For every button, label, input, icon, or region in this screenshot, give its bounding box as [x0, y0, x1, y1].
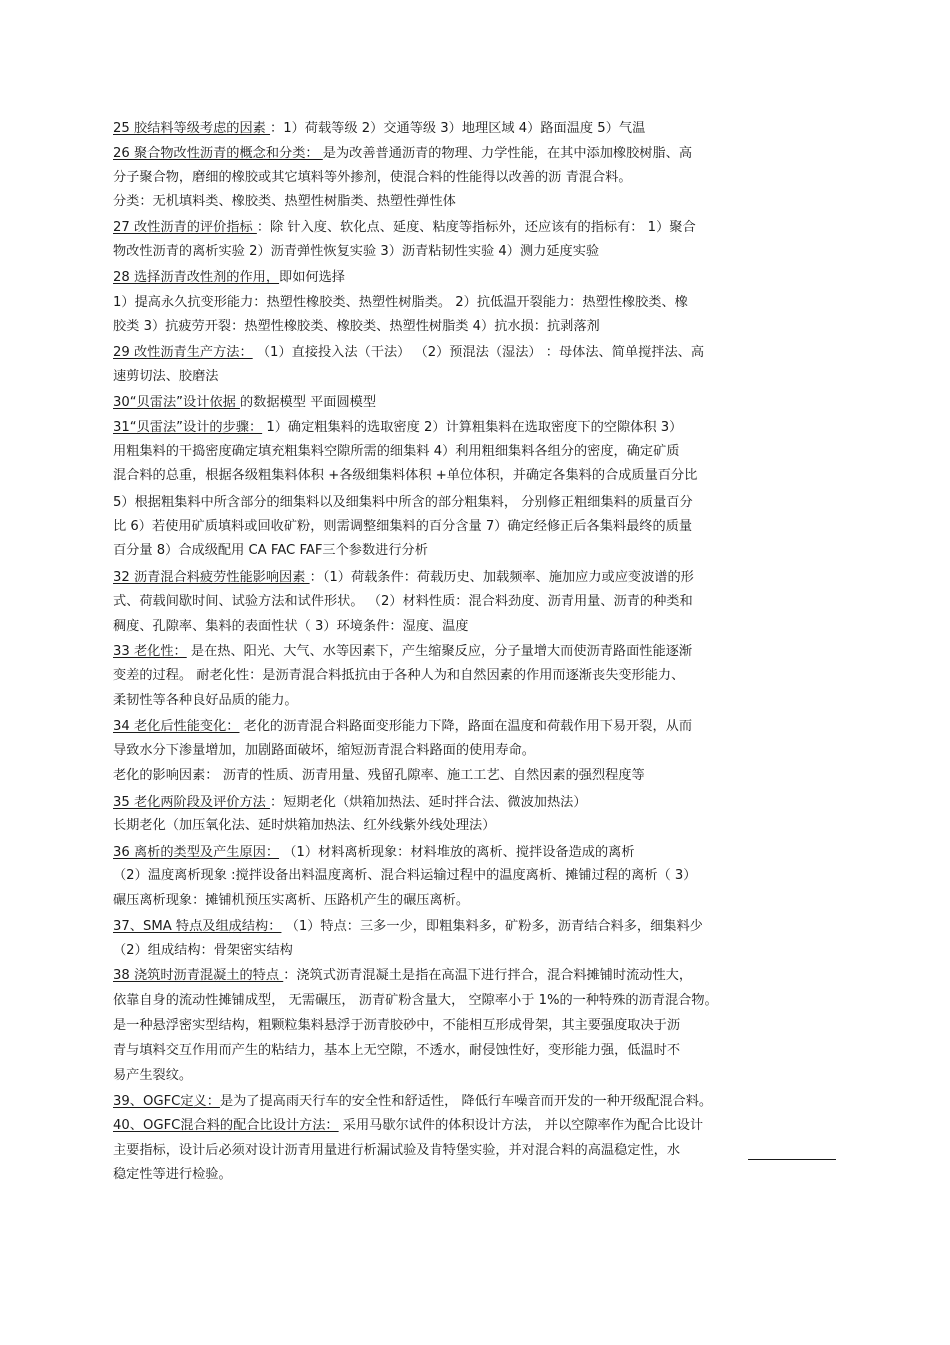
- section-heading: 34 老化后性能变化：: [113, 719, 240, 734]
- text-line: [113, 243, 599, 261]
- section-text: 分子聚合物，磨细的橡胶或其它填料等外掺剂，使混合料的性能得以改善的沥 青混合料。: [113, 170, 632, 185]
- section-text: 速剪切法、胶磨法: [113, 369, 219, 384]
- text-line: [113, 443, 679, 461]
- underline-rule: [748, 1159, 836, 1160]
- text-line: [113, 593, 693, 611]
- text-line: [113, 219, 696, 237]
- text-line: [113, 467, 697, 485]
- section-text: 1）提高永久抗变形能力：热塑性橡胶类、热塑性树脂类。 2）抗低温开裂能力：热塑性橡胶类、橡: [113, 295, 688, 310]
- text-line: [113, 419, 682, 437]
- section-text: 导致水分下渗量增加，加剧路面破坏，缩短沥青混合料路面的使用寿命。: [113, 743, 535, 758]
- text-line: [113, 967, 692, 985]
- text-line: [113, 318, 600, 336]
- section-text: 老化的沥青混合料路面变形能力下降，路面在温度和荷载作用下易开裂，从而: [239, 719, 693, 734]
- section-text: 长期老化（加压氧化法、延时烘箱加热法、红外线紫外线处理法）: [113, 818, 496, 833]
- section-heading: 31“贝雷法”设计的步骤：: [113, 420, 263, 435]
- text-line: [113, 542, 428, 560]
- section-text: ：除 针入度、软化点、延度、粘度等指标外，还应该有的指标有： 1）聚合: [256, 220, 696, 235]
- section-text: 青与填料交互作用而产生的粘结力，基本上无空隙，不透水，耐侵蚀性好，变形能力强，低温时不: [113, 1043, 681, 1058]
- text-line: [113, 394, 376, 412]
- text-line: [113, 794, 587, 812]
- text-line: [113, 667, 684, 685]
- text-line: [113, 1067, 192, 1085]
- section-heading: 35 老化两阶段及评价方法: [113, 795, 271, 810]
- section-text: 物改性沥青的离析实验 2）沥青弹性恢复实验 3）沥青粘韧性实验 4）测力延度实验: [113, 244, 600, 259]
- section-text: ：浇筑式沥青混凝土是指在高温下进行拌合，混合料摊铺时流动性大，: [283, 968, 693, 983]
- section-text: 比 6）若使用矿质填料或回收矿粉，则需调整细集料的百分含量 7）确定经修正后各集料最终的质量: [113, 519, 693, 534]
- section-heading: 28 选择沥青改性剂的作用，: [113, 270, 280, 285]
- section-text: 是为改善普通沥青的物理、力学性能，在其中添加橡胶树脂、高: [322, 146, 693, 161]
- section-text: 是为了提高雨天行车的安全性和舒适性， 降低行车噪音而开发的一种开级配混合料。: [219, 1094, 713, 1109]
- section-text: （1）材料离析现象：材料堆放的离析、搅拌设备造成的离析: [279, 845, 635, 860]
- section-text: 采用马歇尔试件的体积设计方法， 并以空隙率作为配合比设计: [338, 1118, 704, 1133]
- section-heading: 38 浇筑时沥青混凝土的特点: [113, 968, 284, 983]
- text-line: [113, 867, 696, 885]
- section-text: 百分量 8）合成级配用 CA FAC FAF三个参数进行分析: [113, 543, 428, 558]
- section-text: 5）根据粗集料中所含部分的细集料以及细集料中所含的部分粗集料， 分别修正粗细集料的质量百分: [113, 495, 693, 510]
- section-text: 是在热、阳光、大气、水等因素下，产生缩聚反应，分子量增大而使沥青路面性能逐渐: [186, 644, 693, 659]
- section-text: （2）温度离析现象 :搅拌设备出料温度离析、混合料运输过程中的温度离析、摊铺过程的离析（ 3）: [113, 868, 697, 883]
- text-line: [113, 643, 692, 661]
- text-line: [113, 269, 345, 287]
- section-text: 稠度、孔隙率、集料的表面性状（ 3）环境条件：湿度、温度: [113, 619, 469, 634]
- section-text: 老化的影响因素： 沥青的性质、沥青用量、残留孔隙率、施工工艺、自然因素的强烈程度等: [113, 768, 645, 783]
- text-line: [113, 942, 293, 960]
- section-text: 1）确定粗集料的选取密度 2）计算粗集料在选取密度下的空隙体积 3）: [262, 420, 683, 435]
- section-text: 依靠自身的流动性摊铺成型， 无需碾压， 沥青矿粉含量大， 空隙率小于 1%的一种特殊的沥青混合物。: [113, 993, 718, 1008]
- section-text: 式、荷载间歇时间、试验方法和试件形状。 （2）材料性质：混合料劲度、沥青用量、沥青的种类和: [113, 594, 693, 609]
- section-heading: 36 离析的类型及产生原因：: [113, 845, 280, 860]
- section-text: ：1）荷载等级 2）交通等级 3）地理区域 4）路面温度 5）气温: [270, 121, 646, 136]
- section-text: 胶类 3）抗疲劳开裂：热塑性橡胶类、橡胶类、热塑性树脂类 4）抗水损：抗剥落剂: [113, 319, 600, 334]
- section-text: 的数据模型 平面圆模型: [239, 395, 377, 410]
- section-heading: 37、SMA 特点及组成结构：: [113, 919, 282, 934]
- text-line: [113, 918, 703, 936]
- text-line: [113, 718, 692, 736]
- text-line: [113, 1017, 680, 1035]
- text-line: [113, 1166, 232, 1184]
- section-text: 分类：无机填料类、橡胶类、热塑性树脂类、热塑性弹性体: [113, 194, 456, 209]
- section-heading: 29 改性沥青生产方法：: [113, 345, 253, 360]
- section-text: 稳定性等进行检验。: [113, 1167, 232, 1182]
- section-text: ：短期老化（烘箱加热法、延时拌合法、微波加热法）: [270, 795, 587, 810]
- section-heading: 27 改性沥青的评价指标: [113, 220, 257, 235]
- text-line: [113, 344, 704, 362]
- section-text: （1）特点：三多一少，即粗集料多，矿粉多，沥青结合料多，细集料少: [281, 919, 703, 934]
- text-line: [113, 692, 298, 710]
- section-text: 主要指标，设计后必须对设计沥青用量进行析漏试验及肯特堡实验，并对混合料的高温稳定性，水: [113, 1143, 681, 1158]
- text-line: [113, 518, 692, 536]
- text-line: [113, 1042, 680, 1060]
- section-text: （1）直接投入法（干法） （2）预混法（湿法） ：母体法、简单搅拌法、高: [252, 345, 705, 360]
- text-line: [113, 169, 632, 187]
- text-line: [113, 120, 645, 138]
- text-line: [113, 294, 688, 312]
- text-line: [113, 767, 645, 785]
- section-text: （2）组成结构：骨架密实结构: [113, 943, 293, 958]
- text-line: [113, 193, 456, 211]
- text-line: [113, 1117, 703, 1135]
- section-heading: 39、OGFC定义：: [113, 1094, 220, 1109]
- section-heading: 30“贝雷法”设计依据: [113, 395, 240, 410]
- section-text: 柔韧性等各种良好品质的能力。: [113, 693, 298, 708]
- text-line: [113, 742, 535, 760]
- section-text: ：（1）荷载条件：荷载历史、加载频率、施加应力或应变波谱的形: [309, 570, 694, 585]
- section-text: 变差的过程。 耐老化性：是沥青混合料抵抗由于各种人为和自然因素的作用而逐渐丧失变形能力、: [113, 668, 685, 683]
- section-heading: 25 胶结料等级考虑的因素: [113, 121, 271, 136]
- text-line: [113, 494, 693, 512]
- section-text: 碾压离析现象：摊铺机预压实离析、压路机产生的碾压离析。: [113, 893, 470, 908]
- section-heading: 40、OGFC混合料的配合比设计方法：: [113, 1118, 339, 1133]
- text-line: [113, 368, 219, 386]
- text-line: [113, 892, 469, 910]
- text-line: [113, 145, 692, 163]
- section-heading: 26 聚合物改性沥青的概念和分类：: [113, 146, 323, 161]
- text-line: [113, 1093, 712, 1111]
- section-text: 用粗集料的干捣密度确定填充粗集料空隙所需的细集料 4）利用粗细集料各组分的密度，确定矿质: [113, 444, 680, 459]
- section-text: 易产生裂纹。: [113, 1068, 193, 1083]
- text-line: [113, 618, 468, 636]
- text-line: [113, 817, 495, 835]
- section-text: 混合料的总重，根据各级粗集料体积 +各级细集料体积 +单位体积，并确定各集料的合成质量百分比: [113, 468, 698, 483]
- section-text: 是一种悬浮密实型结构，粗颗粒集料悬浮于沥青胶砂中，不能相互形成骨架，其主要强度取决于沥: [113, 1018, 681, 1033]
- text-line: [113, 1142, 680, 1160]
- text-line: [113, 992, 718, 1010]
- section-heading: 33 老化性：: [113, 644, 187, 659]
- text-line: [113, 569, 694, 587]
- section-text: 即如何选择: [279, 270, 345, 285]
- section-heading: 32 沥青混合料疲劳性能影响因素: [113, 570, 310, 585]
- text-line: [113, 844, 635, 862]
